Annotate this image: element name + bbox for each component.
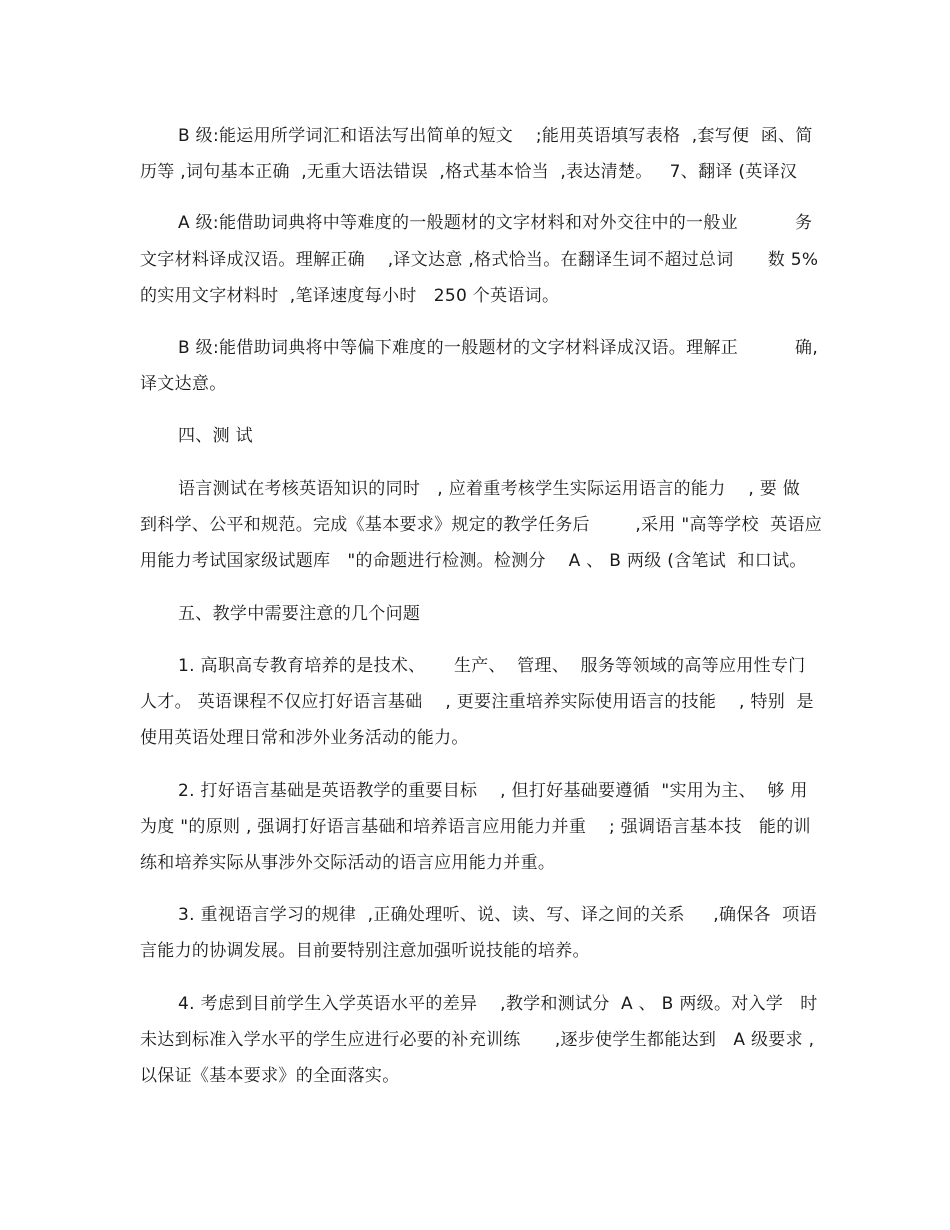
text-line: 4. 考虑到目前学生入学英语水平的差异 ,教学和测试分 A 、 B 两级。对入学 时 [178, 994, 818, 1014]
section-heading: 四、测 试 [178, 426, 253, 446]
text-line: 语言测试在考核英语知识的同时 , 应着重考核学生实际运用语言的能力 , 要 做 [178, 479, 801, 499]
text-line: 1. 高职高专教育培养的是技术、 生产、 管理、 服务等领域的高等应用性专门 [178, 656, 806, 676]
text-line: A 级:能借助词典将中等难度的一般题材的文字材料和对外交往中的一般业 务 [178, 213, 813, 233]
section-heading: 五、教学中需要注意的几个问题 [178, 604, 421, 624]
text-line: 练和培养实际从事涉外交际活动的语言应用能力并重。 [140, 853, 556, 873]
text-line: 用能力考试国家级试题库 "的命题进行检测。检测分 A 、 B 两级 (含笔试 和口试。 [140, 551, 807, 571]
text-line: 译文达意。 [140, 374, 227, 394]
text-line: 言能力的协调发展。目前要特别注意加强听说技能的培养。 [140, 941, 590, 961]
text-line: 历等 ,词句基本正确 ,无重大语法错误 ,格式基本恰当 ,表达清楚。 7、翻译 (英译汉 [140, 162, 798, 182]
text-line: B 级:能借助词典将中等偏下难度的一般题材的文字材料译成汉语。理解正 确, [178, 338, 819, 358]
text-line: 为度 "的原则 , 强调打好语言基础和培养语言应用能力并重 ; 强调语言基本技 能的训 [140, 817, 811, 837]
text-line: B 级:能运用所学词汇和语法写出简单的短文 ;能用英语填写表格 ,套写便 函、简 [178, 126, 813, 146]
text-line: 未达到标准入学水平的学生应进行必要的补充训练 ,逐步使学生都能达到 A 级要求 , [140, 1030, 815, 1050]
text-line: 人才。 英语课程不仅应打好语言基础 , 更要注重培养实际使用语言的技能 , 特别 是 [140, 692, 814, 712]
text-line: 的实用文字材料时 ,笔译速度每小时 250 个英语词。 [140, 286, 560, 306]
text-line: 到科学、公平和规范。完成《基本要求》规定的教学任务后 ,采用 "高等学校 英语应 [140, 515, 823, 535]
text-line: 文字材料译成汉语。理解正确 ,译文达意 ,格式恰当。在翻译生词不超过总词 数 5% [140, 250, 819, 270]
text-line: 以保证《基本要求》的全面落实。 [140, 1066, 400, 1086]
text-line: 2. 打好语言基础是英语教学的重要目标 , 但打好基础要遵循 "实用为主、 够 用 [178, 781, 808, 801]
text-line: 3. 重视语言学习的规律 ,正确处理听、说、读、写、译之间的关系 ,确保各 项语 [178, 905, 817, 925]
text-line: 使用英语处理日常和涉外业务活动的能力。 [140, 728, 469, 748]
